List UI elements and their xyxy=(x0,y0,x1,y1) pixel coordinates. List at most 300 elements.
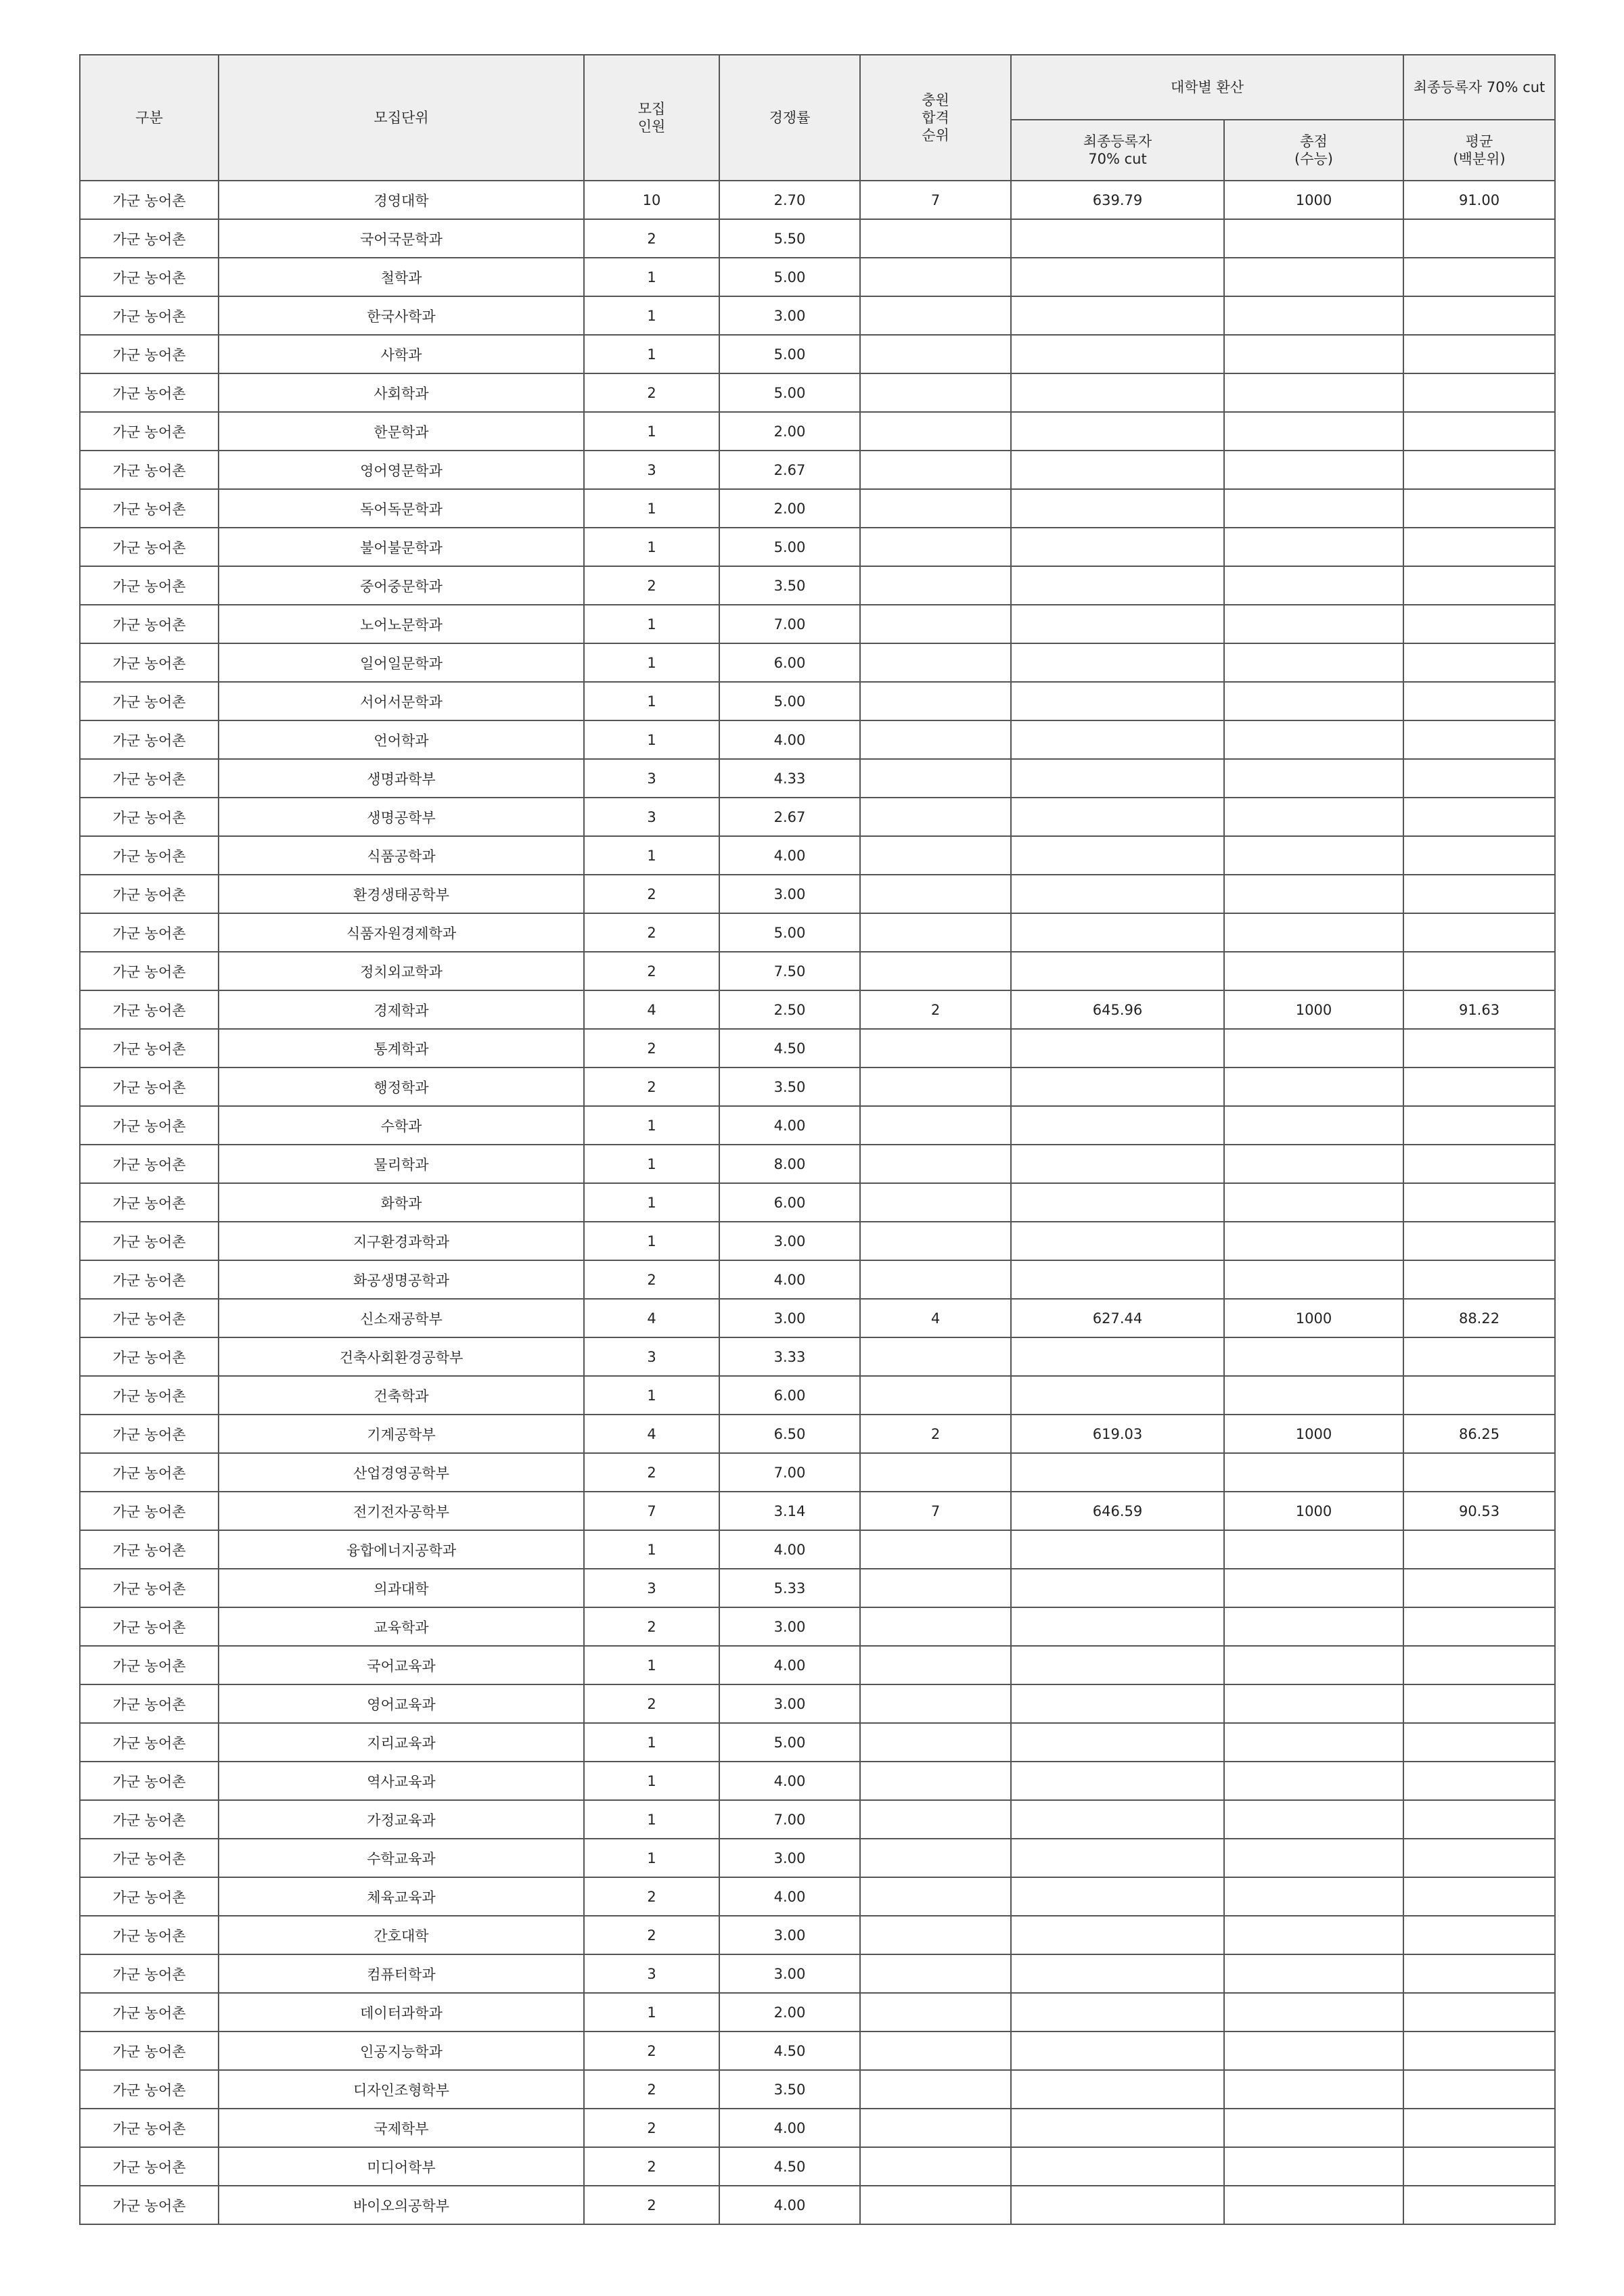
cell-ratio: 3.14 xyxy=(719,1492,860,1530)
cell-total xyxy=(1224,373,1403,412)
cell-ratio: 6.00 xyxy=(719,1183,860,1222)
cell-converted-cut xyxy=(1011,1145,1224,1183)
cell-total: 1000 xyxy=(1224,1492,1403,1530)
cell-category: 가군 농어촌 xyxy=(80,990,219,1029)
cell-category: 가군 농어촌 xyxy=(80,1569,219,1607)
header-total-line2: (수능) xyxy=(1294,151,1333,167)
cell-rank xyxy=(860,720,1011,759)
table-row xyxy=(80,952,1555,990)
cell-category: 가군 농어촌 xyxy=(80,1106,219,1145)
cell-quota: 2 xyxy=(584,219,719,258)
cell-category: 가군 농어촌 xyxy=(80,451,219,489)
cell-ratio: 3.00 xyxy=(719,875,860,913)
cell-ratio: 3.00 xyxy=(719,1916,860,1954)
cell-unit: 기계공학부 xyxy=(219,1415,584,1453)
cell-total xyxy=(1224,913,1403,952)
cell-converted-cut xyxy=(1011,1106,1224,1145)
cell-ratio: 2.67 xyxy=(719,798,860,836)
cell-quota: 1 xyxy=(584,1222,719,1260)
cell-ratio: 6.00 xyxy=(719,643,860,682)
cell-average xyxy=(1403,1800,1555,1839)
header-ratio: 경쟁률 xyxy=(719,55,860,181)
cell-converted-cut xyxy=(1011,836,1224,875)
cell-unit: 간호대학 xyxy=(219,1916,584,1954)
cell-average xyxy=(1403,1762,1555,1800)
cell-ratio: 2.00 xyxy=(719,489,860,528)
table-row xyxy=(80,528,1555,566)
cell-ratio: 4.00 xyxy=(719,1106,860,1145)
table-row xyxy=(80,1916,1555,1954)
cell-total xyxy=(1224,528,1403,566)
cell-total xyxy=(1224,1376,1403,1415)
cell-converted-cut xyxy=(1011,798,1224,836)
cell-category: 가군 농어촌 xyxy=(80,219,219,258)
cell-average xyxy=(1403,335,1555,373)
cell-unit: 융합에너지공학과 xyxy=(219,1530,584,1569)
cell-rank xyxy=(860,1993,1011,2031)
cell-total xyxy=(1224,1145,1403,1183)
cell-unit: 한문학과 xyxy=(219,412,584,451)
header-cut-group: 최종등록자 70% cut xyxy=(1403,55,1555,120)
cell-rank xyxy=(860,1684,1011,1723)
cell-unit: 데이터과학과 xyxy=(219,1993,584,2031)
cell-quota: 10 xyxy=(584,181,719,219)
table-row xyxy=(80,1530,1555,1569)
cell-quota: 3 xyxy=(584,798,719,836)
cell-quota: 2 xyxy=(584,913,719,952)
cell-ratio: 5.00 xyxy=(719,1723,860,1762)
cell-ratio: 3.00 xyxy=(719,1954,860,1993)
cell-unit: 국제학부 xyxy=(219,2109,584,2147)
header-average-line2: (백분위) xyxy=(1453,151,1506,167)
cell-converted-cut xyxy=(1011,1954,1224,1993)
cell-total xyxy=(1224,798,1403,836)
cell-unit: 노어노문학과 xyxy=(219,605,584,643)
cell-category: 가군 농어촌 xyxy=(80,1800,219,1839)
cell-converted-cut xyxy=(1011,1222,1224,1260)
cell-total xyxy=(1224,1993,1403,2031)
cell-quota: 3 xyxy=(584,759,719,798)
cell-ratio: 5.50 xyxy=(719,219,860,258)
cell-quota: 1 xyxy=(584,489,719,528)
cell-unit: 미디어학부 xyxy=(219,2147,584,2186)
cell-total xyxy=(1224,1222,1403,1260)
cell-category: 가군 농어촌 xyxy=(80,373,219,412)
cell-unit: 물리학과 xyxy=(219,1145,584,1183)
cell-total xyxy=(1224,1800,1403,1839)
cell-unit: 언어학과 xyxy=(219,720,584,759)
cell-unit: 화학과 xyxy=(219,1183,584,1222)
cell-unit: 건축사회환경공학부 xyxy=(219,1337,584,1376)
cell-rank xyxy=(860,643,1011,682)
table-row xyxy=(80,682,1555,720)
cell-total xyxy=(1224,720,1403,759)
header-quota-line2: 인원 xyxy=(637,118,666,135)
cell-ratio: 7.00 xyxy=(719,605,860,643)
table-row xyxy=(80,1260,1555,1299)
cell-converted-cut xyxy=(1011,682,1224,720)
cell-rank xyxy=(860,219,1011,258)
cell-converted-cut xyxy=(1011,1530,1224,1569)
cell-average xyxy=(1403,1569,1555,1607)
table-row xyxy=(80,1029,1555,1067)
cell-rank xyxy=(860,798,1011,836)
cell-rank xyxy=(860,1800,1011,1839)
cell-converted-cut xyxy=(1011,1916,1224,1954)
cell-total xyxy=(1224,1839,1403,1877)
cell-ratio: 5.00 xyxy=(719,373,860,412)
cell-rank xyxy=(860,1530,1011,1569)
cell-average xyxy=(1403,952,1555,990)
cell-rank xyxy=(860,1607,1011,1646)
cell-converted-cut xyxy=(1011,1800,1224,1839)
table-row xyxy=(80,2070,1555,2109)
cell-total xyxy=(1224,412,1403,451)
cell-ratio: 3.00 xyxy=(719,296,860,335)
cell-category: 가군 농어촌 xyxy=(80,1299,219,1337)
cell-quota: 1 xyxy=(584,258,719,296)
cell-category: 가군 농어촌 xyxy=(80,836,219,875)
cell-ratio: 3.50 xyxy=(719,566,860,605)
cell-ratio: 5.00 xyxy=(719,258,860,296)
cell-category: 가군 농어촌 xyxy=(80,1376,219,1415)
cell-rank xyxy=(860,1916,1011,1954)
cell-category: 가군 농어촌 xyxy=(80,1260,219,1299)
cell-unit: 철학과 xyxy=(219,258,584,296)
cell-average xyxy=(1403,1183,1555,1222)
cell-rank xyxy=(860,1453,1011,1492)
cell-converted-cut xyxy=(1011,1646,1224,1684)
cell-category: 가군 농어촌 xyxy=(80,1993,219,2031)
cell-quota: 2 xyxy=(584,1916,719,1954)
cell-total xyxy=(1224,1260,1403,1299)
cell-rank xyxy=(860,836,1011,875)
cell-unit: 수학과 xyxy=(219,1106,584,1145)
cell-unit: 식품자원경제학과 xyxy=(219,913,584,952)
table-row xyxy=(80,2147,1555,2186)
cell-unit: 중어중문학과 xyxy=(219,566,584,605)
table-row xyxy=(80,1299,1555,1337)
cell-quota: 2 xyxy=(584,1684,719,1723)
cell-converted-cut xyxy=(1011,1183,1224,1222)
cell-converted-cut xyxy=(1011,528,1224,566)
cell-ratio: 2.00 xyxy=(719,412,860,451)
cell-category: 가군 농어촌 xyxy=(80,1067,219,1106)
cell-average xyxy=(1403,2186,1555,2224)
cell-unit: 의과대학 xyxy=(219,1569,584,1607)
table-row xyxy=(80,1337,1555,1376)
cell-converted-cut: 639.79 xyxy=(1011,181,1224,219)
cell-quota: 3 xyxy=(584,451,719,489)
cell-quota: 4 xyxy=(584,1299,719,1337)
cell-unit: 독어독문학과 xyxy=(219,489,584,528)
cell-average xyxy=(1403,296,1555,335)
cell-average xyxy=(1403,682,1555,720)
cell-category: 가군 농어촌 xyxy=(80,1646,219,1684)
cell-average xyxy=(1403,1916,1555,1954)
header-quota xyxy=(584,55,719,181)
cell-quota: 2 xyxy=(584,2109,719,2147)
cell-unit: 지리교육과 xyxy=(219,1723,584,1762)
cell-quota: 2 xyxy=(584,1029,719,1067)
cell-ratio: 2.67 xyxy=(719,451,860,489)
table-row xyxy=(80,1145,1555,1183)
cell-ratio: 3.50 xyxy=(719,2070,860,2109)
cell-total xyxy=(1224,1723,1403,1762)
table-body xyxy=(80,181,1555,2224)
cell-average xyxy=(1403,528,1555,566)
cell-converted-cut xyxy=(1011,2070,1224,2109)
cell-quota: 2 xyxy=(584,1453,719,1492)
table-row xyxy=(80,2031,1555,2070)
cell-rank xyxy=(860,296,1011,335)
cell-converted-cut xyxy=(1011,489,1224,528)
cell-quota: 1 xyxy=(584,1800,719,1839)
cell-converted-cut xyxy=(1011,1877,1224,1916)
cell-average xyxy=(1403,836,1555,875)
cell-ratio: 4.00 xyxy=(719,1530,860,1569)
cell-rank xyxy=(860,566,1011,605)
cell-quota: 1 xyxy=(584,296,719,335)
cell-average xyxy=(1403,1260,1555,1299)
cell-category: 가군 농어촌 xyxy=(80,1337,219,1376)
cell-unit: 행정학과 xyxy=(219,1067,584,1106)
cell-average xyxy=(1403,1954,1555,1993)
table-row xyxy=(80,181,1555,219)
cell-ratio: 3.00 xyxy=(719,1839,860,1877)
cell-average xyxy=(1403,1877,1555,1916)
cell-total xyxy=(1224,1067,1403,1106)
cell-ratio: 7.00 xyxy=(719,1453,860,1492)
table-row xyxy=(80,1723,1555,1762)
cell-total xyxy=(1224,2109,1403,2147)
cell-category: 가군 농어촌 xyxy=(80,875,219,913)
table-row xyxy=(80,1877,1555,1916)
cell-ratio: 7.00 xyxy=(719,1800,860,1839)
cell-converted-cut xyxy=(1011,1453,1224,1492)
cell-ratio: 3.33 xyxy=(719,1337,860,1376)
cell-total xyxy=(1224,836,1403,875)
cell-category: 가군 농어촌 xyxy=(80,913,219,952)
header-rank xyxy=(860,55,1011,181)
cell-total xyxy=(1224,1029,1403,1067)
table-row xyxy=(80,875,1555,913)
table-row xyxy=(80,1684,1555,1723)
cell-quota: 4 xyxy=(584,1415,719,1453)
table-row xyxy=(80,1839,1555,1877)
cell-quota: 7 xyxy=(584,1492,719,1530)
cell-converted-cut xyxy=(1011,1762,1224,1800)
cell-rank xyxy=(860,1762,1011,1800)
cell-total xyxy=(1224,1453,1403,1492)
cell-unit: 통계학과 xyxy=(219,1029,584,1067)
cell-quota: 2 xyxy=(584,1877,719,1916)
header-rank-line3: 순위 xyxy=(922,127,949,144)
cell-quota: 2 xyxy=(584,875,719,913)
cell-total xyxy=(1224,296,1403,335)
cell-rank xyxy=(860,605,1011,643)
cell-average xyxy=(1403,566,1555,605)
cell-converted-cut xyxy=(1011,2031,1224,2070)
cell-total xyxy=(1224,219,1403,258)
cell-category: 가군 농어촌 xyxy=(80,798,219,836)
header-rank-line2: 합격 xyxy=(922,109,949,126)
cell-category: 가군 농어촌 xyxy=(80,2109,219,2147)
cell-category: 가군 농어촌 xyxy=(80,2186,219,2224)
cell-unit: 불어불문학과 xyxy=(219,528,584,566)
table-row xyxy=(80,990,1555,1029)
cell-rank xyxy=(860,2186,1011,2224)
cell-unit: 수학교육과 xyxy=(219,1839,584,1877)
cell-ratio: 3.00 xyxy=(719,1222,860,1260)
cell-total xyxy=(1224,1183,1403,1222)
cell-total xyxy=(1224,875,1403,913)
cell-converted-cut xyxy=(1011,605,1224,643)
table-row xyxy=(80,1993,1555,2031)
cell-quota: 2 xyxy=(584,373,719,412)
cell-category: 가군 농어촌 xyxy=(80,720,219,759)
cell-average xyxy=(1403,913,1555,952)
cell-quota: 1 xyxy=(584,1183,719,1222)
cell-total xyxy=(1224,1569,1403,1607)
header-average xyxy=(1403,120,1555,181)
cell-average xyxy=(1403,258,1555,296)
cell-category: 가군 농어촌 xyxy=(80,682,219,720)
table-row xyxy=(80,1607,1555,1646)
table-row xyxy=(80,489,1555,528)
cell-converted-cut xyxy=(1011,2186,1224,2224)
cell-ratio: 3.50 xyxy=(719,1067,860,1106)
cell-rank xyxy=(860,1376,1011,1415)
table-row xyxy=(80,2186,1555,2224)
cell-average xyxy=(1403,1376,1555,1415)
table-header xyxy=(80,55,1555,181)
cell-unit: 화공생명공학과 xyxy=(219,1260,584,1299)
cell-quota: 1 xyxy=(584,1646,719,1684)
cell-converted-cut xyxy=(1011,643,1224,682)
cell-converted-cut xyxy=(1011,952,1224,990)
cell-rank xyxy=(860,528,1011,566)
cell-category: 가군 농어촌 xyxy=(80,1492,219,1530)
cell-average xyxy=(1403,1993,1555,2031)
cell-converted-cut xyxy=(1011,1067,1224,1106)
cell-ratio: 4.50 xyxy=(719,2147,860,2186)
cell-converted-cut: 627.44 xyxy=(1011,1299,1224,1337)
cell-ratio: 3.00 xyxy=(719,1299,860,1337)
cell-unit: 컴퓨터학과 xyxy=(219,1954,584,1993)
cell-unit: 생명과학부 xyxy=(219,759,584,798)
cell-rank: 2 xyxy=(860,990,1011,1029)
cell-quota: 2 xyxy=(584,2186,719,2224)
cell-quota: 1 xyxy=(584,682,719,720)
cell-ratio: 4.00 xyxy=(719,2186,860,2224)
cell-category: 가군 농어촌 xyxy=(80,1029,219,1067)
table-row xyxy=(80,1954,1555,1993)
cell-rank xyxy=(860,1067,1011,1106)
cell-quota: 1 xyxy=(584,335,719,373)
cell-rank xyxy=(860,1183,1011,1222)
cell-ratio: 4.00 xyxy=(719,1646,860,1684)
cell-converted-cut: 646.59 xyxy=(1011,1492,1224,1530)
cell-average xyxy=(1403,1106,1555,1145)
cell-total xyxy=(1224,2186,1403,2224)
cell-average xyxy=(1403,1684,1555,1723)
cell-rank xyxy=(860,1337,1011,1376)
cell-ratio: 5.00 xyxy=(719,528,860,566)
cell-ratio: 4.50 xyxy=(719,1029,860,1067)
table-row xyxy=(80,412,1555,451)
cell-ratio: 4.00 xyxy=(719,836,860,875)
cell-average xyxy=(1403,1145,1555,1183)
cell-converted-cut xyxy=(1011,412,1224,451)
header-average-line1: 평균 xyxy=(1465,133,1493,150)
cell-unit: 교육학과 xyxy=(219,1607,584,1646)
table-row xyxy=(80,1415,1555,1453)
cell-rank xyxy=(860,258,1011,296)
cell-total xyxy=(1224,2031,1403,2070)
cell-converted-cut xyxy=(1011,1723,1224,1762)
cell-total xyxy=(1224,682,1403,720)
cell-unit: 건축학과 xyxy=(219,1376,584,1415)
cell-category: 가군 농어촌 xyxy=(80,1183,219,1222)
cell-quota: 2 xyxy=(584,2147,719,2186)
header-rank-line1: 충원 xyxy=(922,91,949,108)
cell-quota: 4 xyxy=(584,990,719,1029)
cell-quota: 1 xyxy=(584,720,719,759)
cell-quota: 1 xyxy=(584,1530,719,1569)
cell-average xyxy=(1403,2147,1555,2186)
cell-total xyxy=(1224,1607,1403,1646)
cell-total xyxy=(1224,605,1403,643)
cell-ratio: 3.00 xyxy=(719,1607,860,1646)
header-conversion-cut xyxy=(1011,120,1224,181)
cell-total xyxy=(1224,1530,1403,1569)
cell-unit: 가정교육과 xyxy=(219,1800,584,1839)
cell-rank xyxy=(860,1029,1011,1067)
header-total xyxy=(1224,120,1403,181)
cell-quota: 1 xyxy=(584,1839,719,1877)
cell-converted-cut xyxy=(1011,219,1224,258)
cell-converted-cut xyxy=(1011,1839,1224,1877)
cell-unit: 인공지능학과 xyxy=(219,2031,584,2070)
cell-ratio: 3.00 xyxy=(719,1684,860,1723)
cell-rank xyxy=(860,1839,1011,1877)
cell-total xyxy=(1224,1916,1403,1954)
cell-average xyxy=(1403,1453,1555,1492)
table-row xyxy=(80,1800,1555,1839)
cell-average xyxy=(1403,1723,1555,1762)
cell-converted-cut: 619.03 xyxy=(1011,1415,1224,1453)
cell-average xyxy=(1403,219,1555,258)
cell-unit: 경제학과 xyxy=(219,990,584,1029)
cell-total xyxy=(1224,489,1403,528)
cell-rank xyxy=(860,451,1011,489)
table-row xyxy=(80,1183,1555,1222)
header-category: 구분 xyxy=(80,55,219,181)
cell-ratio: 4.00 xyxy=(719,2109,860,2147)
header-conversion-cut-line1: 최종등록자 xyxy=(1083,133,1152,150)
cell-quota: 1 xyxy=(584,1723,719,1762)
cell-quota: 2 xyxy=(584,2031,719,2070)
cell-converted-cut xyxy=(1011,720,1224,759)
table-row xyxy=(80,1453,1555,1492)
cell-ratio: 6.00 xyxy=(719,1376,860,1415)
cell-unit: 정치외교학과 xyxy=(219,952,584,990)
cell-ratio: 4.00 xyxy=(719,1877,860,1916)
cell-rank: 4 xyxy=(860,1299,1011,1337)
cell-average xyxy=(1403,1607,1555,1646)
cell-average xyxy=(1403,720,1555,759)
